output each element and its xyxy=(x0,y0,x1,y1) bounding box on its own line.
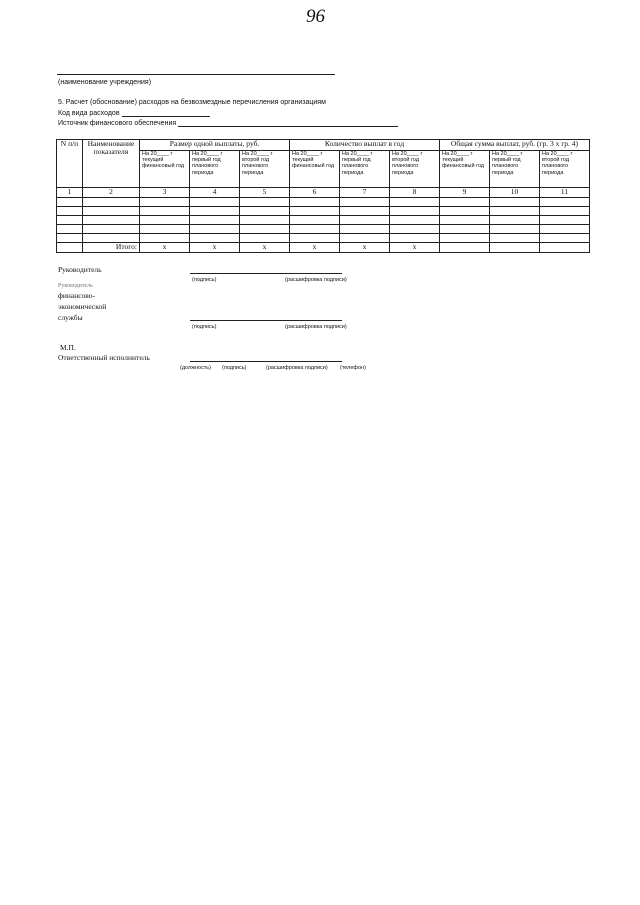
exec-caption-decode: (расшифровка подписи) xyxy=(266,365,328,371)
expense-code-row xyxy=(58,109,210,117)
fin-label-3: службы xyxy=(58,313,83,322)
header-name: Наименование показателя xyxy=(83,140,140,188)
fin-caption-decode: (расшифровка подписи) xyxy=(285,324,347,330)
column-number: 7 xyxy=(340,188,390,198)
total-mark: x xyxy=(390,243,440,253)
header-payment-count: Количество выплат в год xyxy=(290,140,440,151)
ghost-text: Руководитель xyxy=(58,283,93,289)
header-no: N п/п xyxy=(57,140,83,188)
exec-caption-position: (должность) xyxy=(180,365,211,371)
institution-caption: (наименование учреждения) xyxy=(58,79,152,86)
subheader-second: На 20____ г второй год планового периода xyxy=(540,151,590,188)
total-mark: x xyxy=(340,243,390,253)
total-mark: x xyxy=(190,243,240,253)
section-title: 5. Расчет (обоснование) расходов на безвозмездные перечисления организациям xyxy=(58,99,326,106)
column-number-row xyxy=(57,188,590,198)
exec-caption-sign: (подпись) xyxy=(222,365,247,371)
table-row[interactable] xyxy=(57,234,590,243)
exec-caption-phone: (телефон) xyxy=(340,365,366,371)
column-number: 10 xyxy=(490,188,540,198)
expense-code-field[interactable] xyxy=(122,109,210,117)
column-number: 5 xyxy=(240,188,290,198)
column-number: 9 xyxy=(440,188,490,198)
fin-caption-sign: (подпись) xyxy=(192,324,217,330)
subheader-second: На 20____ г второй год планового периода xyxy=(240,151,290,188)
fin-label-2: экономической xyxy=(58,302,107,311)
table-row[interactable] xyxy=(57,207,590,216)
head-label: Руководитель xyxy=(58,265,102,274)
subheader-first: На 20____ г первый год планового периода xyxy=(340,151,390,188)
subheader-first: На 20____ г первый год планового периода xyxy=(190,151,240,188)
column-number: 11 xyxy=(540,188,590,198)
head-caption-sign: (подпись) xyxy=(192,277,217,283)
head-signature-line[interactable] xyxy=(190,273,342,274)
table-row[interactable] xyxy=(57,225,590,234)
total-row xyxy=(57,243,590,253)
page-number: 96 xyxy=(306,6,325,27)
total-label: Итого: xyxy=(83,243,140,253)
funding-source-field[interactable] xyxy=(178,119,398,127)
subheader-current: На 20____ г текущий финансовый год xyxy=(290,151,340,188)
exec-signature-line[interactable] xyxy=(190,361,342,362)
column-number: 2 xyxy=(83,188,140,198)
column-number: 4 xyxy=(190,188,240,198)
column-number: 3 xyxy=(140,188,190,198)
table-row[interactable] xyxy=(57,198,590,207)
total-mark: x xyxy=(140,243,190,253)
column-number: 8 xyxy=(390,188,440,198)
head-caption-decode: (расшифровка подписи) xyxy=(285,277,347,283)
institution-line xyxy=(57,74,335,75)
header-payment-size: Размер одной выплаты, руб. xyxy=(140,140,290,151)
subheader-current: На 20____ г текущий финансовый год xyxy=(140,151,190,188)
subheader-current: На 20____ г текущий финансовый год xyxy=(440,151,490,188)
table-header-row xyxy=(57,140,590,151)
expense-code-label: Код вида расходов xyxy=(58,110,120,117)
exec-label: Ответственный исполнитель xyxy=(58,353,150,362)
subheader-second: На 20____ г второй год планового периода xyxy=(390,151,440,188)
funding-source-row xyxy=(58,119,398,127)
column-number: 1 xyxy=(57,188,83,198)
header-total-sum: Общая сумма выплат, руб. (гр. 3 x гр. 4) xyxy=(440,140,590,151)
expense-table xyxy=(56,139,590,253)
subheader-first: На 20____ г первый год планового периода xyxy=(490,151,540,188)
table-row[interactable] xyxy=(57,216,590,225)
total-mark: x xyxy=(240,243,290,253)
total-mark: x xyxy=(290,243,340,253)
stamp-label: М.П. xyxy=(60,343,76,352)
fin-label-1: финансово- xyxy=(58,291,96,300)
fin-signature-line[interactable] xyxy=(190,320,342,321)
funding-source-label: Источник финансового обеспечения xyxy=(58,120,177,127)
column-number: 6 xyxy=(290,188,340,198)
